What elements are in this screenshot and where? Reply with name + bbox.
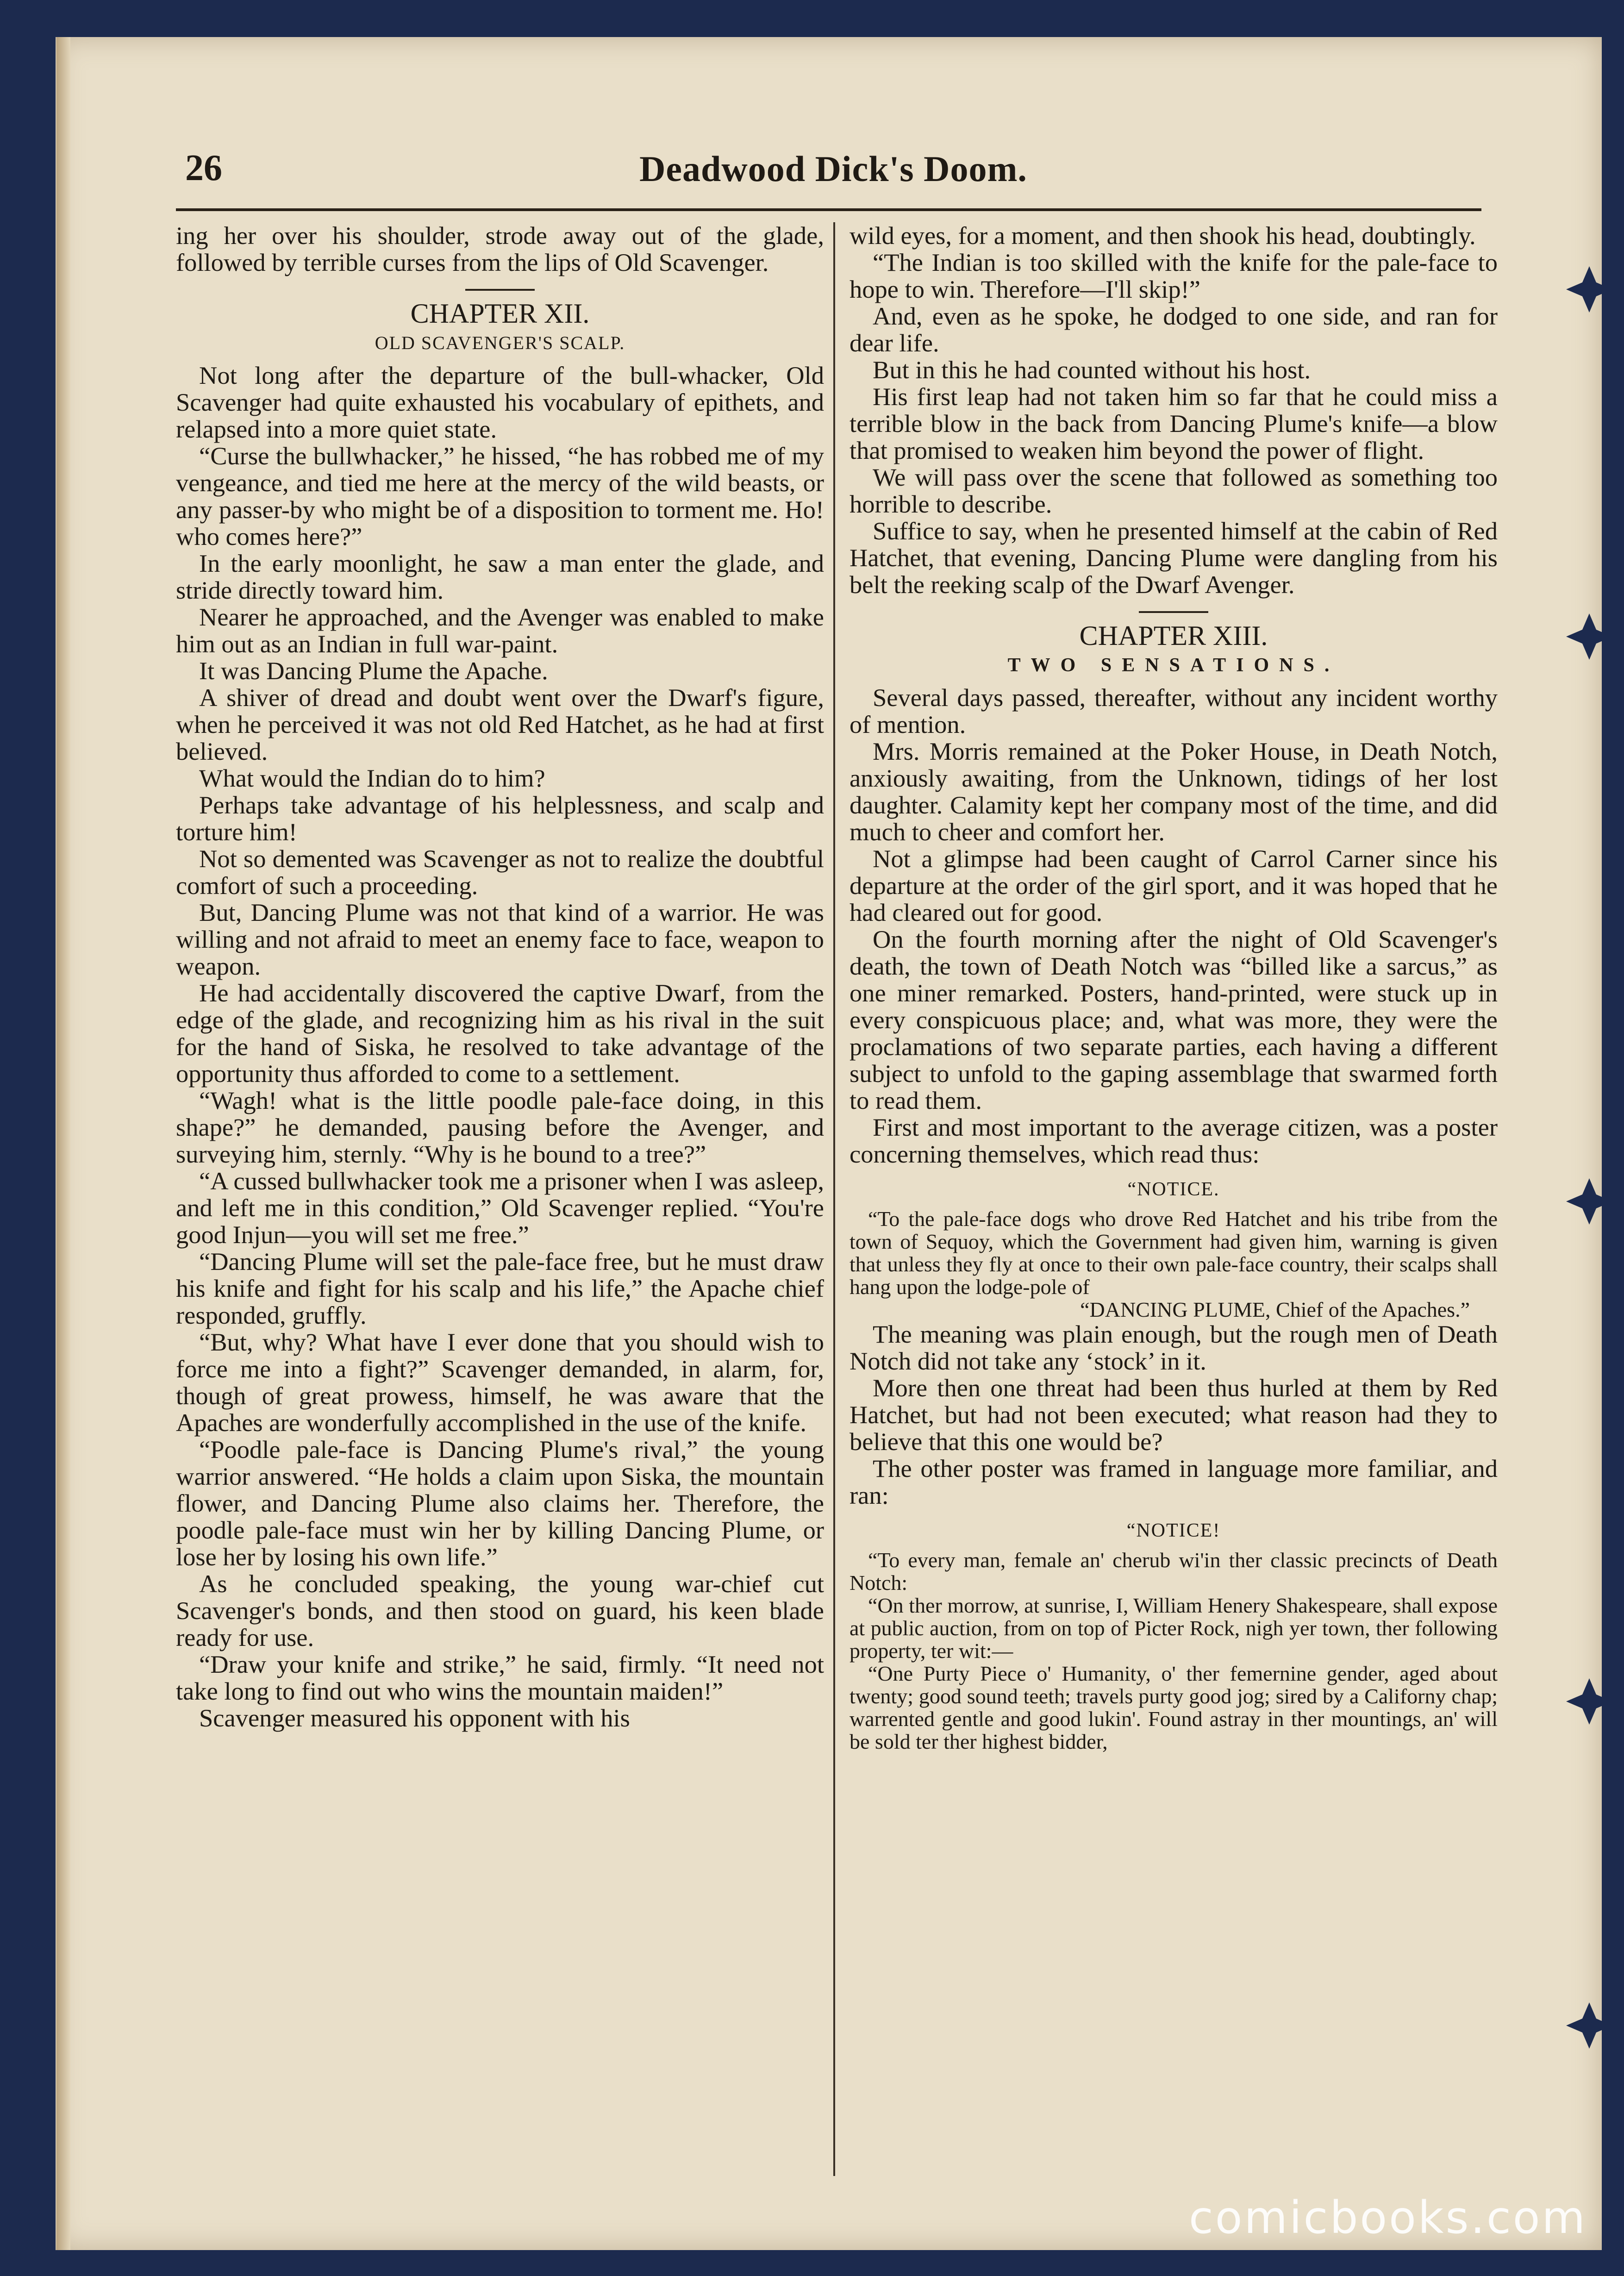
binding-staple-icon <box>1564 1676 1615 1727</box>
paragraph: What would the Indian do to him? <box>199 764 545 792</box>
watermark: comicbooks.com <box>1188 2192 1587 2244</box>
running-title: Deadwood Dick's Doom. <box>639 149 1027 189</box>
notice-text: “To the pale-face dogs who drove Red Hatchet and his tribe from the town of Sequoy, which the Government had given him, warning is given that unless they fly at once to their own pale-face country, their scalps shall hang upon the lodge-pole of <box>849 1207 1498 1299</box>
chapter-title: CHAPTER XIII. <box>1079 620 1268 651</box>
paragraph: He had accidentally discovered the captive Dwarf, from the edge of the glade, and recognizing him as his rival in the suit for the hand of Siska, he resolved to take advantage of the opportunity thus afforded to come to a settlement. <box>176 979 824 1088</box>
notice-block <box>849 1549 1498 1753</box>
paragraph: Not long after the departure of the bull-whacker, Old Scavenger had quite exhausted his vocabulary of epithets, and relapsed into a more quiet state. <box>176 361 824 443</box>
notice-text: “On ther morrow, at sunrise, I, William Henery Shakespeare, shall expose at public auction, from on top of Picter Rock, nigh yer town, ther following property, ter wit:— <box>849 1594 1498 1663</box>
chapter-title: CHAPTER XII. <box>410 298 590 329</box>
notice-block <box>849 1207 1498 1321</box>
notice-heading: “NOTICE. <box>1127 1179 1220 1200</box>
paragraph: “Wagh! what is the little poodle pale-face doing, in this shape?” he demanded, pausing before the Avenger, and surveying him, sternly. “Why is he bound to a tree?” <box>176 1086 824 1168</box>
section-divider <box>465 289 535 291</box>
section-divider <box>1139 611 1208 613</box>
paragraph: But in this he had counted without his host. <box>873 356 1311 384</box>
paragraph: Suffice to say, when he presented himself at the cabin of Red Hatchet, that evening, Dancing Plume were dangling from his belt the reeking scalp of the Dwarf Avenger. <box>849 517 1498 599</box>
paragraph: Perhaps take advantage of his helplessness, and scalp and torture him! <box>176 791 824 846</box>
paragraph: “Dancing Plume will set the pale-face free, but he must draw his knife and fight for his scalp and his life,” the Apache chief responded, gruffly. <box>176 1247 824 1329</box>
binding-staple-icon <box>1564 611 1615 662</box>
page-number: 26 <box>185 148 222 188</box>
binding-staple-icon <box>1564 264 1615 315</box>
paragraph: Nearer he approached, and the Avenger was enabled to make him out as an Indian in full war-paint. <box>176 603 824 658</box>
paragraph: Several days passed, thereafter, without any incident worthy of mention. <box>849 683 1498 738</box>
paragraph: “Draw your knife and strike,” he said, firmly. “It need not take long to find out who wins the mountain maiden!” <box>176 1650 824 1705</box>
paragraph: In the early moonlight, he saw a man enter the glade, and stride directly toward him. <box>176 549 824 604</box>
paragraph: A shiver of dread and doubt went over the Dwarf's figure, when he perceived it was not old Red Hatchet, as he had at first believed. <box>176 683 824 765</box>
notice-heading: “NOTICE! <box>1126 1520 1221 1541</box>
paragraph: Scavenger measured his opponent with his <box>199 1704 630 1732</box>
left-column <box>176 222 824 2176</box>
column-divider <box>833 222 835 2176</box>
paragraph: On the fourth morning after the night of Old Scavenger's death, the town of Death Notch was “billed like a sarcus,” as one miner remarked. Posters, hand-printed, were stuck up in every conspicuous place; and, what was more, they were the proclamations of two separate parties, each having a different subject to unfold to the gaping assemblage that swarmed forth to read them. <box>849 925 1498 1114</box>
paragraph: wild eyes, for a moment, and then shook his head, doubtingly. <box>849 222 1476 250</box>
notice-text: “To every man, female an' cherub wi'in ther classic precincts of Death Notch: <box>849 1548 1498 1594</box>
paragraph: As he concluded speaking, the young war-chief cut Scavenger's bonds, and then stood on guard, his keen blade ready for use. <box>176 1569 824 1651</box>
right-column <box>849 222 1498 2176</box>
paragraph: The other poster was framed in language more familiar, and ran: <box>849 1454 1498 1509</box>
paragraph: His first leap had not taken him so far that he could miss a terrible blow in the back from Dancing Plume's knife—a blow that promised to weaken him beyond the power of flight. <box>849 382 1498 464</box>
paragraph: First and most important to the average citizen, was a poster concerning themselves, which read thus: <box>849 1113 1498 1168</box>
paragraph: But, Dancing Plume was not that kind of a warrior. He was willing and not afraid to meet an enemy face to face, weapon to weapon. <box>176 898 824 980</box>
binding-staple-icon <box>1564 2000 1615 2051</box>
page-header <box>185 144 1481 199</box>
chapter-subtitle: OLD SCAVENGER'S SCALP. <box>375 332 625 353</box>
paragraph: We will pass over the scene that followed as something too horrible to describe. <box>849 463 1498 518</box>
binding-staple-icon <box>1564 1176 1615 1227</box>
paragraph: Not so demented was Scavenger as not to realize the doubtful comfort of such a proceeding. <box>176 844 824 900</box>
paragraph: ing her over his shoulder, strode away out of the glade, followed by terrible curses from the lips of Old Scavenger. <box>176 222 824 276</box>
paragraph: It was Dancing Plume the Apache. <box>199 657 548 685</box>
chapter-subtitle: TWO SENSATIONS. <box>1007 655 1340 676</box>
paragraph: The meaning was plain enough, but the rough men of Death Notch did not take any ‘stock’ in it. <box>849 1320 1498 1375</box>
paragraph: “Poodle pale-face is Dancing Plume's rival,” the young warrior answered. “He holds a claim upon Siska, the mountain flower, and Dancing Plume also claims her. Therefore, the poodle pale-face must win her by killing Dancing Plume, or lose her by losing his own life.” <box>176 1435 824 1571</box>
header-rule <box>176 208 1481 211</box>
page-gutter-shadow <box>56 37 70 2250</box>
paragraph: Not a glimpse had been caught of Carrol Carner since his departure at the order of the girl sport, and it was hoped that he had cleared out for good. <box>849 844 1498 926</box>
notice-signature: “DANCING PLUME, Chief of the Apaches.” <box>1080 1298 1470 1321</box>
notice-text: “One Purty Piece o' Humanity, o' ther femernine gender, aged about twenty; good sound teeth; travels purty good jog; sired by a Californy chap; warrented gentle and good lukin'. Found astray in ther mountings, an' will be sold ter ther highest bidder, <box>849 1662 1498 1753</box>
paragraph: “Curse the bullwhacker,” he hissed, “he has robbed me of my vengeance, and tied me here at the mercy of the wild beasts, or any passer-by who might be of a disposition to torment me. Ho! who comes here?” <box>176 442 824 550</box>
paragraph: “But, why? What have I ever done that you should wish to force me into a fight?” Scavenger demanded, in alarm, for, though of great prowess, himself, he was aware that the Apaches are wonderfully accomplished in the use of the knife. <box>176 1328 824 1437</box>
paragraph: “The Indian is too skilled with the knife for the pale-face to hope to win. Therefore—I'll skip!” <box>849 248 1498 303</box>
paragraph: More then one threat had been thus hurled at them by Red Hatchet, but had not been executed; what reason had they to believe that this one would be? <box>849 1374 1498 1456</box>
paragraph: “A cussed bullwhacker took me a prisoner when I was asleep, and left me in this condition,” Old Scavenger replied. “You're good Injun—you will set me free.” <box>176 1167 824 1249</box>
paragraph: Mrs. Morris remained at the Poker House, in Death Notch, anxiously awaiting, from the Unknown, tidings of her lost daughter. Calamity kept her company most of the time, and did much to cheer and comfort her. <box>849 737 1498 846</box>
paragraph: And, even as he spoke, he dodged to one side, and ran for dear life. <box>849 302 1498 357</box>
